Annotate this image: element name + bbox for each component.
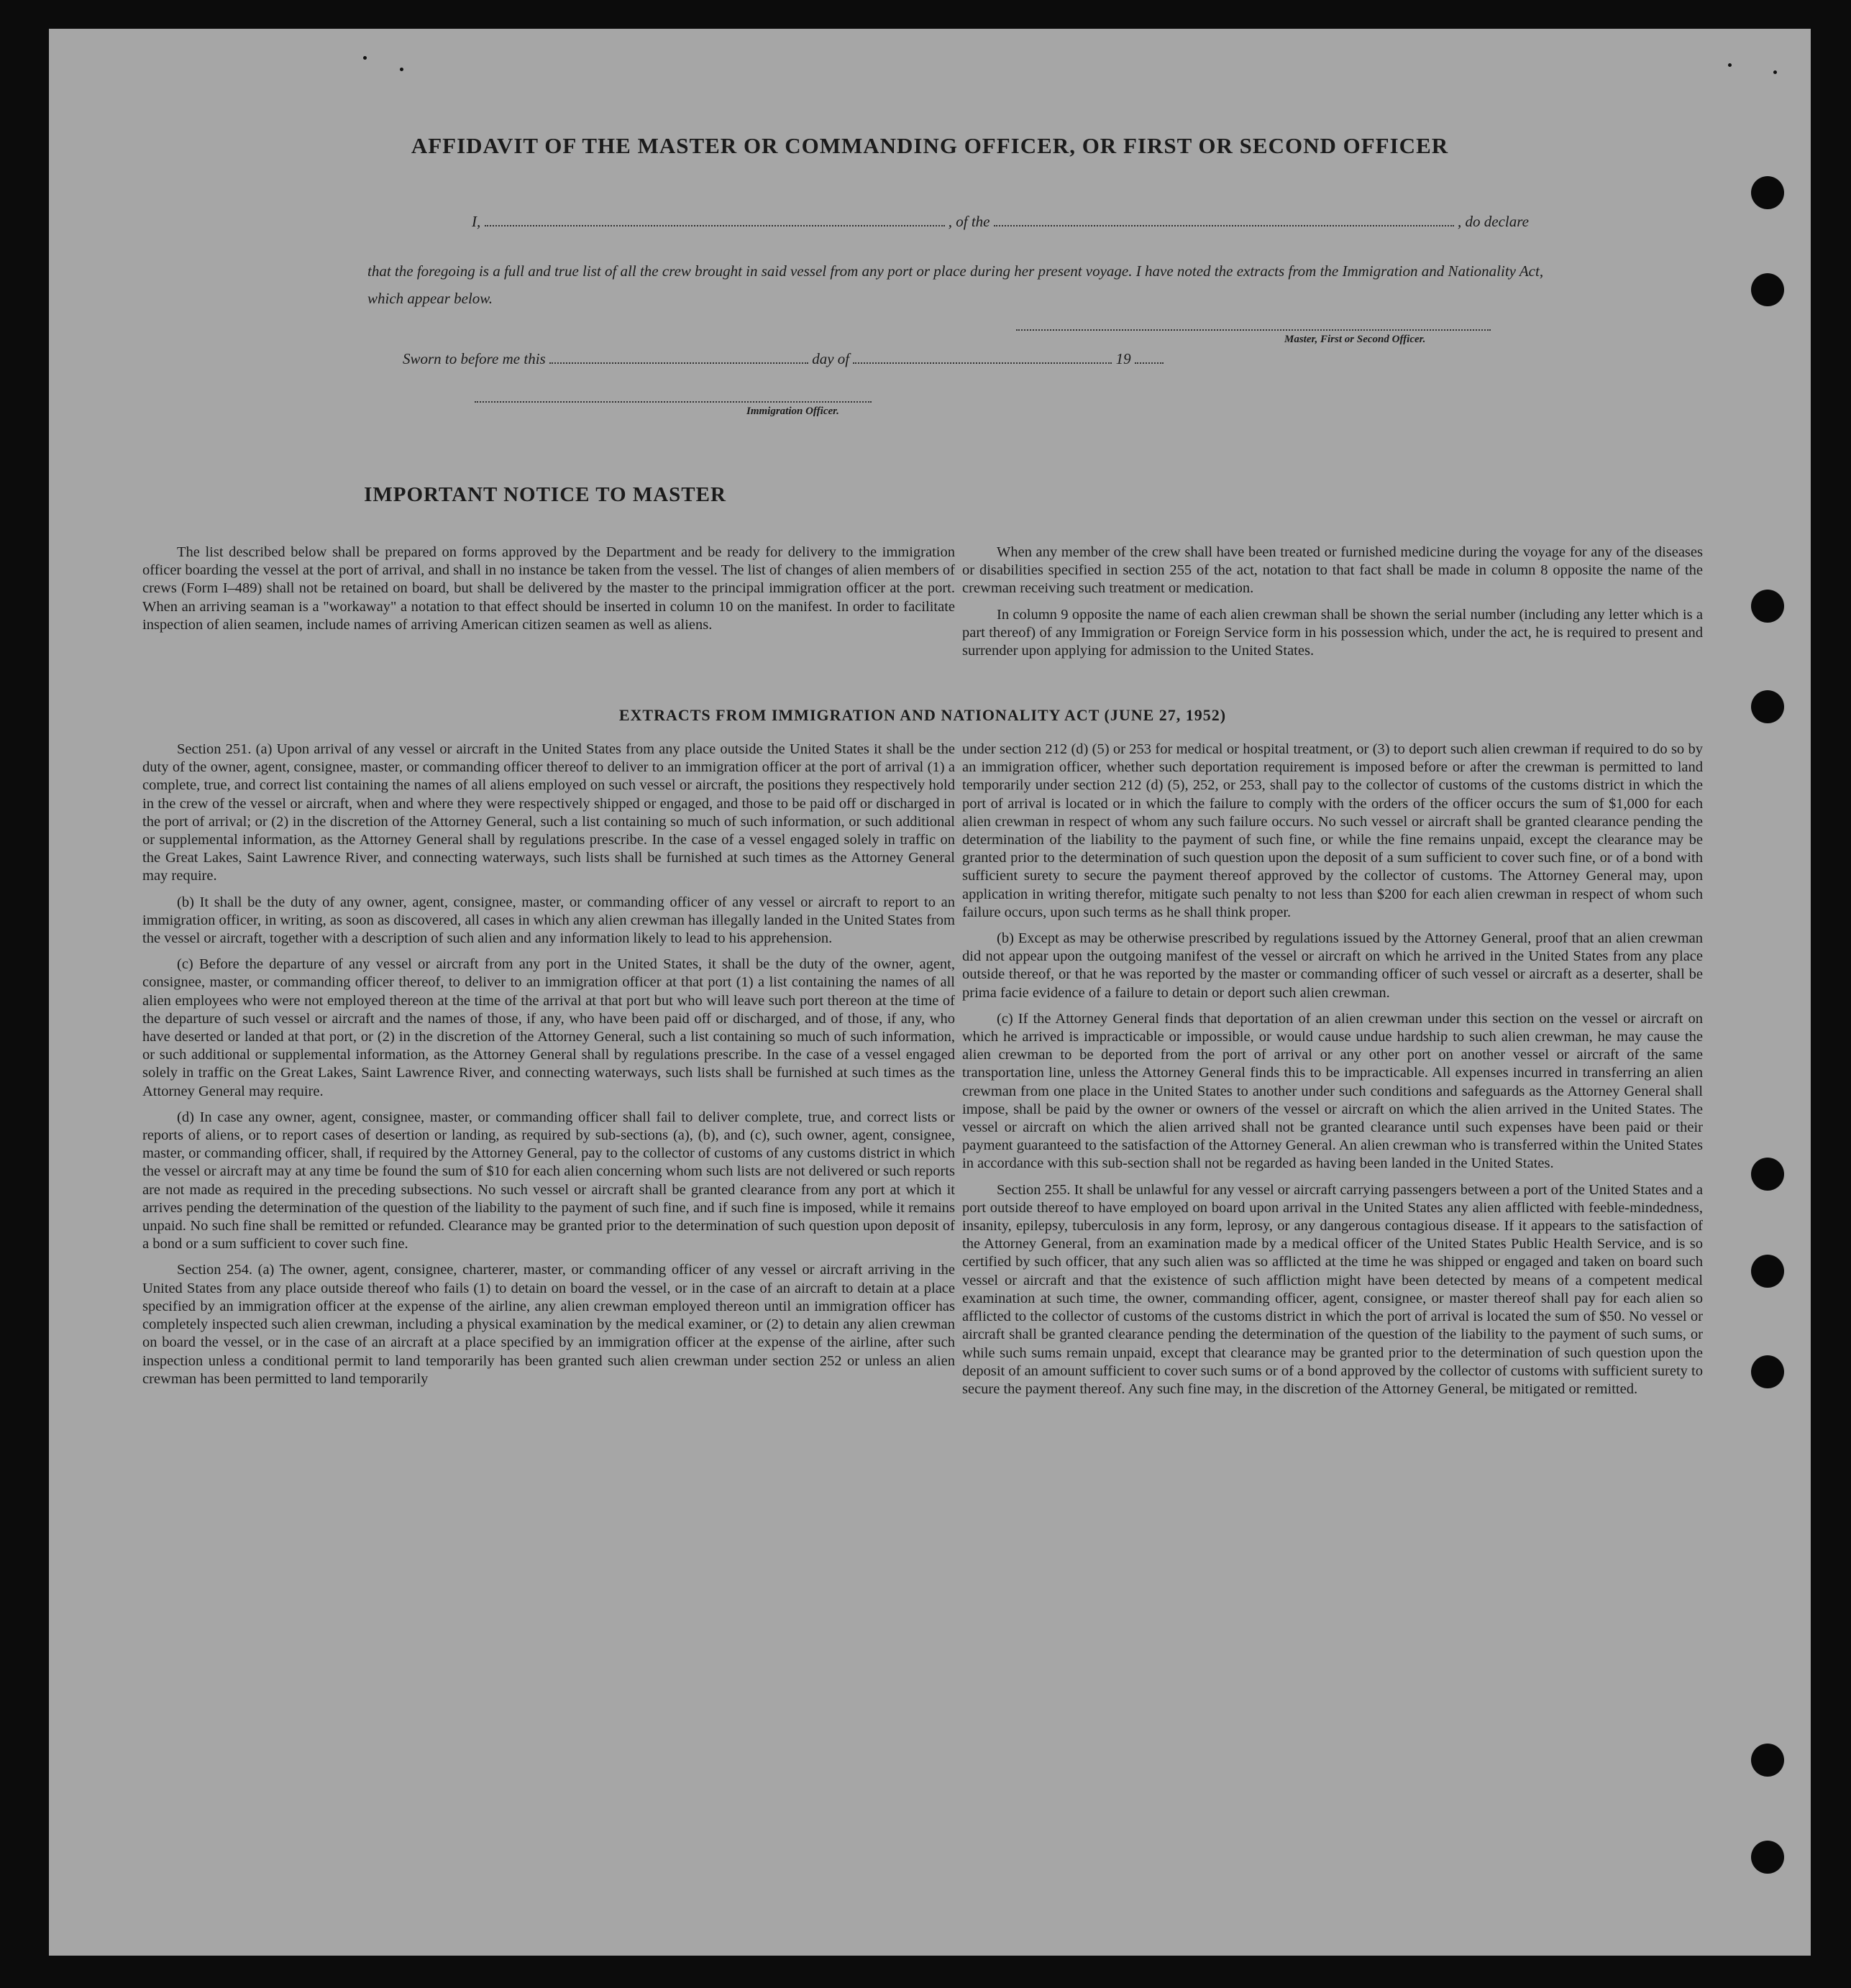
extracts-left-column [142,741,955,1396]
punch-hole-icon [1751,273,1784,306]
affidavit-title: AFFIDAVIT OF THE MASTER OR COMMANDING OFFICER, OR FIRST OR SECOND OFFICER [411,133,1449,158]
punch-hole-icon [1751,1355,1784,1388]
declarant-name-field[interactable] [485,212,945,226]
section-paragraph: Section 251. (a) Upon arrival of any vessel or aircraft in the United States from any place outside the United States it shall be the duty of the owner, agent, consignee, master, or commanding officer thereof to deliver to an immigration officer at the port of arrival (1) a complete, true, and correct list containing the names of all aliens employed on such vessel or aircraft, the positions they respectively hold in the crew of the vessel or aircraft, when and where they were respectively shipped or engaged, and those to be paid off or discharged in the port of arrival; or (2) in the discretion of the Attorney General, such a list containing so much of such information, or such additional or supplemental information, as the Attorney General shall by regulations prescribe. In the case of a vessel engaged solely in traffic on the Great Lakes, Saint Lawrence River, and connecting waterways, such lists shall be furnished at such times as the Attorney General may require. [142,741,955,884]
master-signature-line[interactable] [1016,329,1491,331]
section-paragraph: Section 255. It shall be unlawful for any vessel or aircraft carrying passengers between a port of the United States and a port outside thereof to have employed on board upon arrival in the United States any alien afflicted with feeble-mindedness, insanity, epilepsy, tuberculosis in any form, leprosy, or any dangerous contagious disease. If it appears to the satisfaction of the Attorney General, from an examination made by a medical officer of the United States Public Health Service, and is so certified by such officer, that any such alien was so afflicted at the time he was shipped or engaged and taken on board such vessel or aircraft and that the existence of such affliction might have been detected by means of a competent medical examination at such time, the owner, commanding officer, agent, consignee, or master thereof shall pay for each alien so afflicted to the collector of customs of the customs district in which the port of arrival is located the sum of $50. No vessel or aircraft shall be granted clearance pending the determination of the question of the liability to the payment of such sums, or while such sums remain unpaid, except that clearance may be granted prior to the determination of such question upon the deposit of an amount sufficient to cover such sums or of a bond approved by the collector of customs with sufficient surety to secure the payment thereof. Any such fine may, in the discretion of the Attorney General, be mitigated or remitted. [962,1181,1703,1397]
sworn-month-field[interactable] [853,349,1112,364]
extracts-right-column [962,741,1703,1406]
punch-hole-icon [1751,176,1784,209]
scan-speck [363,56,367,60]
section-paragraph: Section 254. (a) The owner, agent, consignee, charterer, master, or commanding officer of any vessel or aircraft arriving in the United States from any place outside thereof who fails (1) to detain on board the vessel, or in the case of an aircraft to detain at a place specified by an immigration officer at the expense of the airline, any alien crewman employed thereon until an immigration officer has completely inspected such alien crewman, including a physical examination by the medical examiner, or (2) to detain any alien crewman on board the vessel, or in the case of an aircraft at a place specified by an immigration officer at the expense of the airline, after such inspection unless a conditional permit to land temporarily has been granted such alien crewman under section 252 or unless an alien crewman has been permitted to land temporarily [142,1262,955,1387]
punch-hole-icon [1751,1744,1784,1777]
sworn-prefix: Sworn to before me this [403,350,546,367]
document-page [49,29,1811,1956]
extracts-title: EXTRACTS FROM IMMIGRATION AND NATIONALITY ACT (JUNE 27, 1952) [618,706,1227,724]
section-paragraph: (b) Except as may be otherwise prescribed by regulations issued by the Attorney General, proof that an alien crewman did not appear upon the outgoing manifest of the vessel or aircraft on which he arrived in the United States from any place outside thereof, or that he was reported by the master or commanding officer of such vessel or aircraft as a deserter, shall be prima facie evidence of a failure to detain or deport such alien crewman. [962,930,1703,1001]
affidavit-statement: that the foregoing is a full and true list of all the crew brought in said vessel from any port or place during her present voyage. I have noted the extracts from the Immigration and Nationality Act, which appear below. [367,262,1544,307]
punch-hole-icon [1751,1841,1784,1874]
section-paragraph: (b) It shall be the duty of any owner, agent, consignee, master, or commanding officer of any vessel or aircraft to report to an immigration officer, in writing, as soon as discovered, all cases in which any alien crewman has illegally landed in the United States from the vessel or aircraft, together with a description of such alien and any information likely to lead to his apprehension. [142,894,955,947]
notice-paragraph: In column 9 opposite the name of each alien crewman shall be shown the serial number (including any letter which is a part thereof) of any Immigration or Foreign Service form in his possession which, under the act, he is required to present and surrender upon applying for admission to the United States. [962,606,1703,659]
scan-speck [1728,63,1732,67]
sworn-day-field[interactable] [549,349,808,364]
punch-hole-icon [1751,1158,1784,1191]
notice-right-column [962,544,1703,668]
punch-hole-icon [1751,590,1784,623]
section-paragraph: (c) Before the departure of any vessel or aircraft from any port in the United States, it shall be the duty of the owner, agent, consignee, master, or commanding officer thereof, to deliver to an immigration officer at that port (1) a list containing the names of all alien employees who were not employed thereon at the time of the arrival at that port but who will leave such port thereon at the time of the departure of such vessel or aircraft and the names of those, if any, who have been paid off or discharged, and of those, if any, who have deserted or landed at that port, or (2) in the discretion of the Attorney General, such a list containing so much of such information, or such additional or supplemental information, as the Attorney General shall by regulations prescribe. In the case of a vessel engaged solely in traffic on the Great Lakes, Saint Lawrence River, and connecting waterways, such lists shall be furnished at such times as the Attorney General may require. [142,956,955,1099]
scan-speck [400,68,403,71]
section-paragraph: (c) If the Attorney General finds that deportation of an alien crewman under this section on the vessel or aircraft on which he arrived is impracticable or impossible, or would cause undue hardship to such alien crewman, he may cause the alien crewman to be deported from the port of arrival or any other port on another vessel or aircraft of the same transportation line, unless the Attorney General finds this to be impracticable. All expenses incurred in transferring an alien crewman from one place in the United States to another under such conditions and safeguards as the Attorney General shall impose, shall be paid by the owner or owners of the vessel or aircraft on which the alien arrived in the United States. The vessel or aircraft on which the alien arrived shall not be granted clearance until such expenses have been paid or their payment guaranteed to the satisfaction of the Attorney General. An alien crewman who is transferred within the United States in accordance with this sub-section shall not be regarded as having been landed in the United States. [962,1010,1703,1172]
immigration-officer-signature-line[interactable] [475,401,872,403]
declaration-line [472,212,1529,231]
sworn-line [403,349,1164,368]
declare-suffix: , do declare [1458,213,1529,230]
notice-paragraph: When any member of the crew shall have been treated or furnished medicine during the voyage for any of the diseases or disabilities specified in section 255 of the act, notation to that fact shall be made in column 8 opposite the name of the crewman receiving such treatment or medication. [962,544,1703,597]
scan-speck [1773,70,1777,74]
declarant-prefix: I, [472,213,481,230]
vessel-name-field[interactable] [994,212,1454,226]
notice-left-column [142,544,955,642]
sworn-year-field[interactable] [1135,349,1164,364]
punch-hole-icon [1751,690,1784,723]
section-paragraph: (d) In case any owner, agent, consignee, master, or commanding officer shall fail to deliver complete, true, and correct lists or reports of aliens, or to report cases of desertion or landing, as required by sub-sections (a), (b), and (c), such owner, agent, consignee, master, or commanding officer, shall, if required by the Attorney General, pay to the collector of customs of any customs district in which the vessel or aircraft may at any time be found the sum of $10 for each alien concerning whom such lists are not delivered or such reports are not made as required in the preceding subsections. No such vessel or aircraft shall be granted clearance from any port at which it arrives pending the determination of the question of the liability to the payment of such fine, and if such fine is imposed, while it remains unpaid. No such fine shall be remitted or refunded. Clearance may be granted prior to the determination of such question upon deposit of a bond or a sum sufficient to cover such fine. [142,1109,955,1252]
notice-paragraph: The list described below shall be prepared on forms approved by the Department and be ready for delivery to the immigration officer boarding the vessel at the port of arrival, and shall in no instance be taken from the vessel. The list of changes of alien members of crews (Form I–489) shall not be retained on board, but shall be delivered by the master to the principal immigration officer at the port. When an arriving seaman is a "workaway" a notation to that effect should be inserted in column 10 on the manifest. In order to facilitate inspection of alien seamen, include names of arriving American citizen seamen as well as aliens. [142,544,955,633]
vessel-prefix: , of the [948,213,990,230]
notice-title: IMPORTANT NOTICE TO MASTER [364,483,726,506]
section-paragraph: under section 212 (d) (5) or 253 for medical or hospital treatment, or (3) to deport such alien crewman if required to do so by an immigration officer, whether such deportation requirement is imposed before or after the crewman is permitted to land temporarily under section 212 (d) (5), 252, or 253, shall pay to the collector of customs of the customs district in which the port of arrival is located or in which the failure to comply with the orders of the officer occurs the sum of $1,000 for each alien crewman in respect of whom any such failure occurs. No such vessel or aircraft shall be granted clearance pending the determination of the liability to the payment of such fine, or while the fine remains unpaid, except the clearance may be granted prior to the determination of such question upon the deposit of a sum sufficient to cover such fine, or of a bond with sufficient surety to secure the payment thereof approved by the collector of customs. The Attorney General may, upon application in writing therefor, mitigate such penalty to not less than $200 for each alien crewman in respect of whom such failure occurs, upon such terms as he shall think proper. [962,741,1703,920]
punch-hole-icon [1751,1255,1784,1288]
sworn-day-label: day of [812,350,850,367]
master-signature-label: Master, First or Second Officer. [1284,334,1426,345]
immigration-officer-label: Immigration Officer. [746,406,839,417]
sworn-year-label: 19 [1115,350,1131,367]
